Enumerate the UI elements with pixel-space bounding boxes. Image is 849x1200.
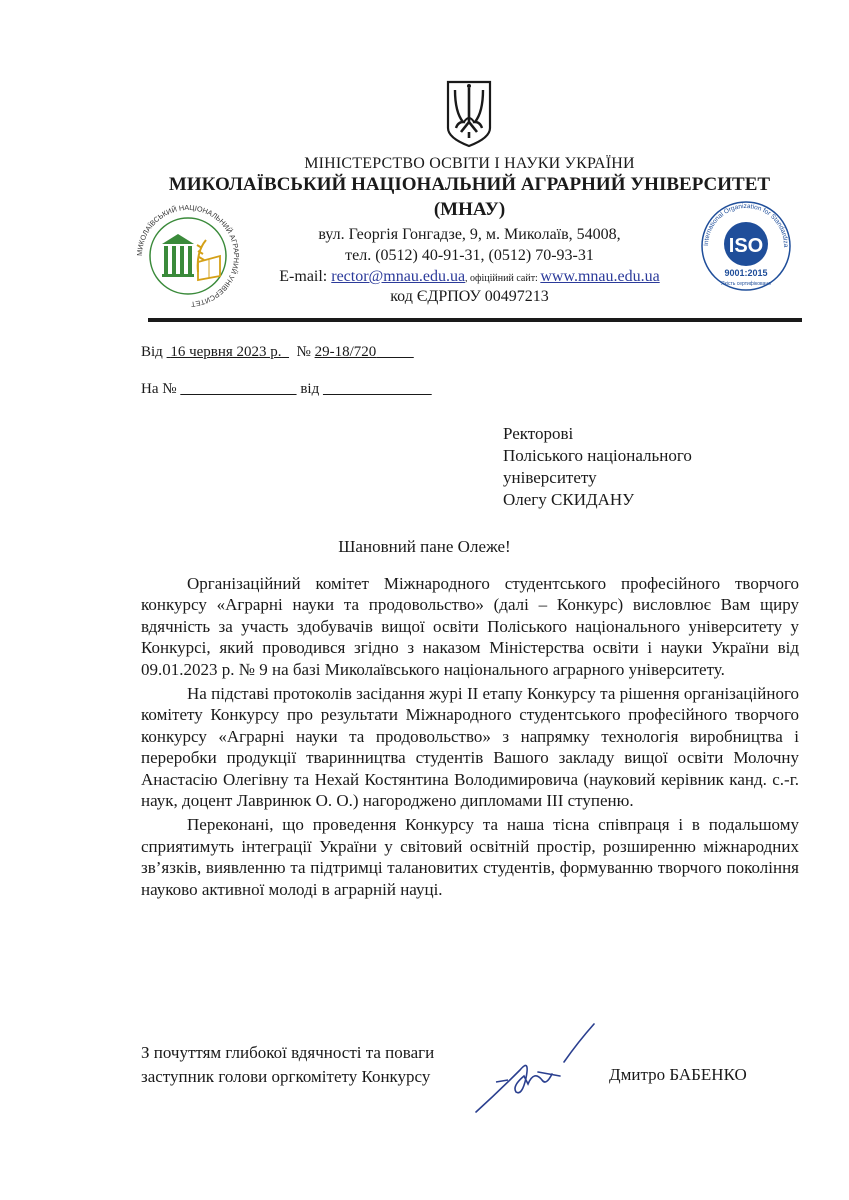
handwritten-signature bbox=[468, 1022, 608, 1118]
addressee-line: Ректорові bbox=[503, 424, 574, 443]
outgoing-reference bbox=[141, 344, 414, 361]
university-address: вул. Георгія Гонгадзе, 9, м. Миколаїв, 54008, bbox=[318, 226, 621, 243]
addressee-block bbox=[503, 423, 692, 511]
iso-subtitle: Якість сертифіковано bbox=[721, 281, 771, 287]
signer-name: Дмитро БАБЕНКО bbox=[609, 1065, 747, 1084]
closing-block bbox=[141, 1041, 434, 1089]
closing-title: заступник голови оргкомітету Конкурсу bbox=[141, 1067, 431, 1086]
number-label: № bbox=[296, 344, 311, 360]
iso-ring-text: International Organization for Standardiza bbox=[702, 202, 790, 248]
iso-standard: 9001:2015 bbox=[724, 268, 768, 278]
reply-from-label: від bbox=[300, 381, 320, 397]
salutation: Шановний пане Олеже! bbox=[338, 537, 511, 556]
university-name: МИКОЛАЇВСЬКИЙ НАЦІОНАЛЬНИЙ АГРАРНИЙ УНІВЕРСИТЕТ bbox=[168, 174, 771, 195]
site-label: , офіційний сайт: bbox=[465, 273, 541, 284]
letter-body bbox=[141, 573, 799, 903]
body-paragraph: Переконані, що проведення Конкурсу та наша тісна співпраця і в подальшому сприятимуть інтеграції України у світовий освітній простір, розширенню міжнародних зв’язків, виявленню та підтримці талановитих студентів, формуванню творчого покоління науково активної молоді в аграрній науці. bbox=[141, 815, 799, 899]
svg-text:МИКОЛАЇВСЬКИЙ НАЦІОНАЛЬНИЙ АГР bbox=[135, 203, 241, 309]
logo-ring-text: МИКОЛАЇВСЬКИЙ НАЦІОНАЛЬНИЙ АГРАРНИЙ УНІВЕРСИТЕТ bbox=[134, 202, 242, 309]
university-logo bbox=[132, 200, 244, 312]
addressee-line: Поліського національного bbox=[503, 446, 692, 465]
from-label: Від bbox=[141, 344, 163, 360]
university-abbreviation: (МНАУ) bbox=[433, 199, 506, 220]
outgoing-number: 29-18/720 bbox=[314, 344, 377, 360]
ministry-name: МІНІСТЕРСТВО ОСВІТИ І НАУКИ УКРАЇНИ bbox=[304, 155, 635, 172]
body-paragraph: На підставі протоколів засідання журі ІІ етапу Конкурсу та рішення організаційного комітету Конкурсу про результати Міжнародного студентського професійного творчого конкурсу «Аграрні науки та продовольство» з напрямку технологія виробництва і переробки продукції тваринництва студентів Вашого закладу вищої освіти Молочну Анастасію Олегівну та Нехай Костянтина Володимировича (науковий керівник канд. с.-г. наук, доцент Лавринюк О. О.) нагороджено дипломами ІІІ ступеню. bbox=[141, 684, 799, 811]
incoming-reference bbox=[141, 381, 432, 398]
addressee-line: університету bbox=[503, 468, 597, 487]
header-divider bbox=[148, 318, 802, 322]
email-label: E-mail: bbox=[279, 268, 332, 285]
reply-number-blank bbox=[180, 381, 296, 397]
university-phone: тел. (0512) 40-91-31, (0512) 70-93-31 bbox=[345, 247, 594, 264]
email-link[interactable]: rector@mnau.edu.ua bbox=[331, 268, 466, 285]
edrpou-code: код ЄДРПОУ 00497213 bbox=[390, 288, 549, 305]
body-paragraph: Організаційний комітет Міжнародного студентського професійного творчого конкурсу «Аграрні науки та продовольство» (далі – Конкурс) висловлює Вам щиру вдячність за участь здобувачів вищої освіти Поліського національного університету у Конкурсі, який проводився згідно з наказом Міністерства освіти і науки України від 09.01.2023 р. № 9 на базі Миколаївського національного аграрного університету. bbox=[141, 574, 799, 679]
coat-of-arms-icon bbox=[444, 78, 494, 148]
addressee-line: Олегу СКИДАНУ bbox=[503, 490, 635, 509]
website-link[interactable]: www.mnau.edu.ua bbox=[540, 268, 660, 285]
outgoing-date: 16 червня 2023 р. bbox=[170, 344, 282, 360]
iso-certification-logo bbox=[700, 200, 792, 292]
reply-label: На № bbox=[141, 381, 177, 397]
closing-line: З почуттям глибокої вдячності та поваги bbox=[141, 1043, 435, 1062]
reply-date-blank bbox=[323, 381, 432, 397]
iso-mark: ISO bbox=[728, 235, 764, 257]
